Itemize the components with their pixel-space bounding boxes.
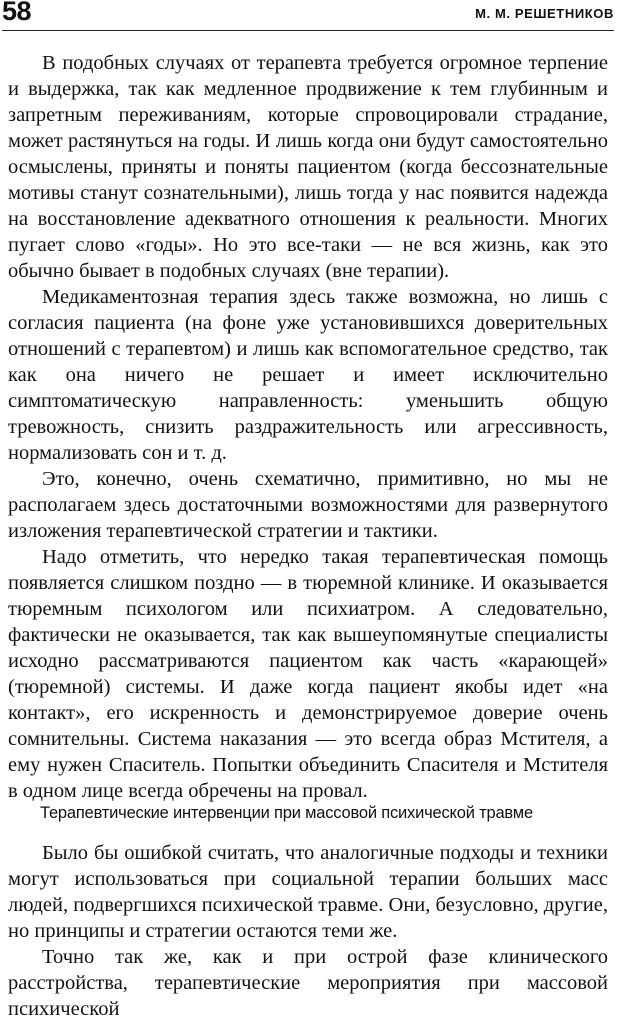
section-two-text [8,840,608,1022]
page-header [2,0,614,31]
section-heading: Терапевтические интервенции при массовой психической травме [40,804,533,822]
paragraph: В подобных случаях от терапевта требуется огромное терпение и выдержка, так как медленное продвижение к тем глубинным и запретным переживаниям, которые спровоцировали страдание, может растянуться на годы. И лишь когда они будут самостоятельно осмыслены, приняты и поняты пациентом (когда бессознательные мотивы станут сознательными), лишь тогда у нас появится надежда на восстановление адекватного отношения к реальности. Многих пугает слово «годы». Но это все-таки — не вся жизнь, как это обычно бывает в подобных случаях (вне терапии). [8,52,608,282]
paragraph: Это, конечно, очень схематично, примитивно, но мы не располагаем здесь достаточными возможностями для развернутого изложения терапевтической стратегии и тактики. [8,468,608,542]
paragraph: Надо отметить, что нередко такая терапевтическая помощь появляется слишком поздно — в тюремной клинике. И оказывается тюремным психологом или психиатром. А следовательно, фактически не оказывается, так как вышеупомянутые специалисты исходно рассматриваются пациентом как часть «карающей» (тюремной) системы. И даже когда пациент якобы идет «на контакт», его искренность и демонстрируемое доверие очень сомнительны. Система наказания — это всегда образ Мстителя, а ему нужен Спаситель. Попытки объединить Спасителя и Мстителя в одном лице всегда обречены на провал. [8,546,608,802]
page-number: 58 [2,0,32,26]
running-head-author: М. М. РЕШЕТНИКОВ [475,6,614,21]
paragraph: Точно так же, как и при острой фазе клинического расстройства, терапевтические мероприятия при массовой психической [8,946,608,1020]
paragraph: Было бы ошибкой считать, что аналогичные подходы и техники могут использоваться при социальной терапии больших масс людей, подвергшихся психической травме. Они, безусловно, другие, но принципы и стратегии остаются теми же. [8,842,608,942]
section-one-text [8,50,608,804]
paragraph: Медикаментозная терапия здесь также возможна, но лишь с согласия пациента (на фоне уже установившихся доверительных отношений с терапевтом) и лишь как вспомогательное средство, так как она ничего не решает и имеет исключительно симптоматическую направленность: уменьшить общую тревожность, снизить раздражительность или агрессивность, нормализовать сон и т. д. [8,286,608,464]
